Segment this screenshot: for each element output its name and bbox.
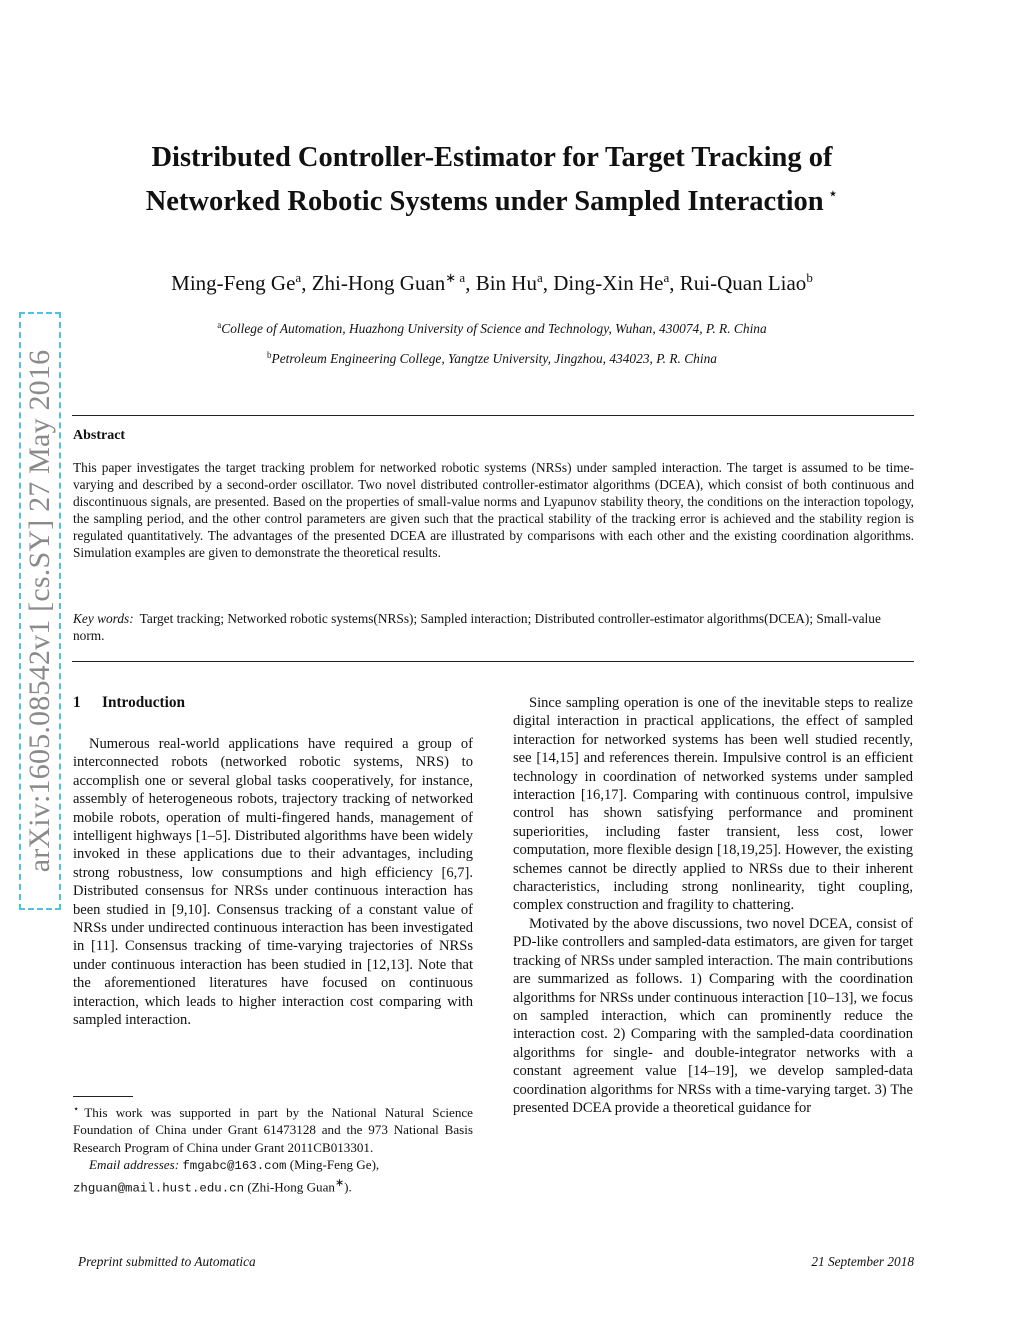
- email-footnote: [73, 1156, 473, 1175]
- footer-date: 21 September 2018: [811, 1254, 914, 1269]
- author-affiliation-mark: ∗ a: [445, 270, 466, 285]
- affiliation-a: [60, 320, 924, 337]
- footnote-rule: [73, 1096, 133, 1097]
- abstract-text: This paper investigates the target tracking problem for networked robotic systems (NRSs) under sampled interaction. The target is assumed to be time-varying and described by a second-order oscillator. Two novel distributed controller-estimator algorithms (DCEA), which consist of both continuous and discontinuous signals, are presented. Based on the properties of small-value norms and Lyapunov stability theory, the conditions on the interaction topology, the sampling period, and the other control parameters are given such that the practical stability of the tracking error is achieved and the stability region is regulated quantitatively. The advantages of the presented DCEA are illustrated by comparisons with each other and the existing coordination algorithms. Simulation examples are given to demonstrate the theoretical results.: [73, 460, 914, 560]
- paragraph: Numerous real-world applications have required a group of interconnected robots (networked robotic systems, NRS) to accomplish one or several global tasks cooperatively, for instance, assembly of heterogeneous robots, trajectory tracking of networked mobile robots, operation of multi-fingered hands, management of intelligent highways [1–5]. Distributed algorithms have been widely invoked in these applications due to their advantages, including strong robustness, low consumptions and high efficiency [6,7]. Distributed consensus for NRSs under continuous interaction has been studied in [9,10]. Consensus tracking of a constant value of NRSs under undirected continuous interaction has been investigated in [11]. Consensus tracking of time-varying trajectories of NRSs under continuous interaction has been studied in [12,13]. Note that the aforementioned literatures have focused on continuous interaction, which leads to higher interaction cost comparing with sampled interaction.: [73, 736, 473, 1029]
- author-separator: ,: [301, 271, 312, 295]
- paragraph: Since sampling operation is one of the inevitable steps to realize digital interaction in practical applications, the effect of sampled interaction for networked systems has been well studied recently, see [14,15] and references therein. Impulsive control is an efficient technology in coordination of networked systems under sampled interaction [16,17]. Comparing with continuous control, impulsive control has shown satisfying performance and prominent superiorities, including faster transient, less cost, lower computation, more flexible design [18,19,25]. However, the existing schemes cannot be directly applied to NRSs due to their inherent characteristics, including strong nonlinearity, tight coupling, complex construction and fragility to chattering.: [513, 695, 913, 914]
- keywords-label: Key words:: [73, 611, 134, 626]
- author-list: [60, 270, 924, 296]
- author-affiliation-mark: b: [806, 270, 813, 285]
- author-name: Bin Hu: [475, 271, 537, 295]
- section-number: 1: [73, 694, 81, 711]
- author-affiliation-mark: a: [295, 270, 302, 285]
- email-label: Email addresses:: [89, 1156, 180, 1172]
- abstract-top-rule: [72, 415, 914, 416]
- funding-text: This work was supported in part by the National Natural Science Foundation of China under Grant 61473128 and the 973 National Basis Research Program of China under Grant 2011CB013301.: [73, 1105, 473, 1155]
- author-separator: ,: [465, 271, 476, 295]
- footnotes: [73, 1101, 473, 1198]
- corresponding-mark: ∗: [334, 1177, 345, 1190]
- left-column: [73, 735, 473, 1030]
- affiliation-text: College of Automation, Huazhong University of Science and Technology, Wuhan, 430074, P. R. China: [221, 321, 767, 336]
- paragraph: Motivated by the above discussions, two novel DCEA, consist of PD-like controllers and sampled-data estimators, are given for target tracking of NRSs under sampled interaction. The main contributions are summarized as follows. 1) Comparing with the coordination algorithms for NRSs under continuous interaction [10–13], we focus on sampled interaction, which can prominently reduce the interaction cost. 2) Comparing with the sampled-data coordination algorithms for single- and double-integrator networks with a constant agreement value [14–19], we develop sampled-data coordination algorithms for NRSs with a time-varying target. 3) The presented DCEA provide a theoretical guidance for: [513, 915, 913, 1116]
- title-line-1: Distributed Controller-Estimator for Target Tracking of: [151, 142, 833, 173]
- email-footnote-cont: [73, 1175, 473, 1198]
- footnote-mark: ⋆: [73, 1104, 80, 1115]
- paper-title: [80, 140, 904, 220]
- email-link[interactable]: zhguan@mail.hust.edu.cn: [73, 1181, 245, 1196]
- right-column: [513, 694, 913, 1117]
- title-line-2: [80, 176, 904, 220]
- keywords-text: Target tracking; Networked robotic systems(NRSs); Sampled interaction; Distributed controller-estimator algorithms(DCEA); Small-value norm.: [73, 611, 881, 643]
- email-owner: (Zhi-Hong Guan: [247, 1179, 335, 1195]
- author-name: Ming-Feng Ge: [171, 271, 296, 295]
- affiliation-text: Petroleum Engineering College, Yangtze University, Jingzhou, 434023, P. R. China: [271, 351, 717, 366]
- arxiv-stamp: arXiv:1605.08542v1 [cs.SY] 27 May 2016: [23, 349, 56, 873]
- affiliation-mark: b: [267, 350, 272, 360]
- section-title: Introduction: [102, 694, 186, 711]
- author-name: Rui-Quan Liao: [679, 271, 807, 295]
- email-owner-end: ).: [344, 1179, 352, 1195]
- author-affiliation-mark: a: [536, 270, 543, 285]
- title-line-2-text: Networked Robotic Systems under Sampled Interaction: [145, 186, 824, 217]
- author-name: Zhi-Hong Guan: [311, 271, 446, 295]
- footer-preprint-note: Preprint submitted to Automatica: [78, 1254, 256, 1269]
- abstract-bottom-rule: [72, 661, 914, 662]
- funding-footnote: [73, 1101, 473, 1156]
- email-owner: (Ming-Feng Ge),: [289, 1156, 380, 1172]
- author-name: Ding-Xin He: [553, 271, 664, 295]
- affiliation-mark: a: [217, 320, 222, 330]
- section-heading: [73, 694, 185, 712]
- abstract-heading: Abstract: [73, 428, 126, 443]
- affiliation-b: [60, 350, 924, 367]
- email-link[interactable]: fmgabc@163.com: [182, 1158, 287, 1173]
- author-separator: ,: [669, 271, 680, 295]
- title-footnote-mark: ⋆: [827, 184, 839, 203]
- author-affiliation-mark: a: [663, 270, 670, 285]
- keywords: [73, 611, 914, 645]
- author-separator: ,: [542, 271, 554, 295]
